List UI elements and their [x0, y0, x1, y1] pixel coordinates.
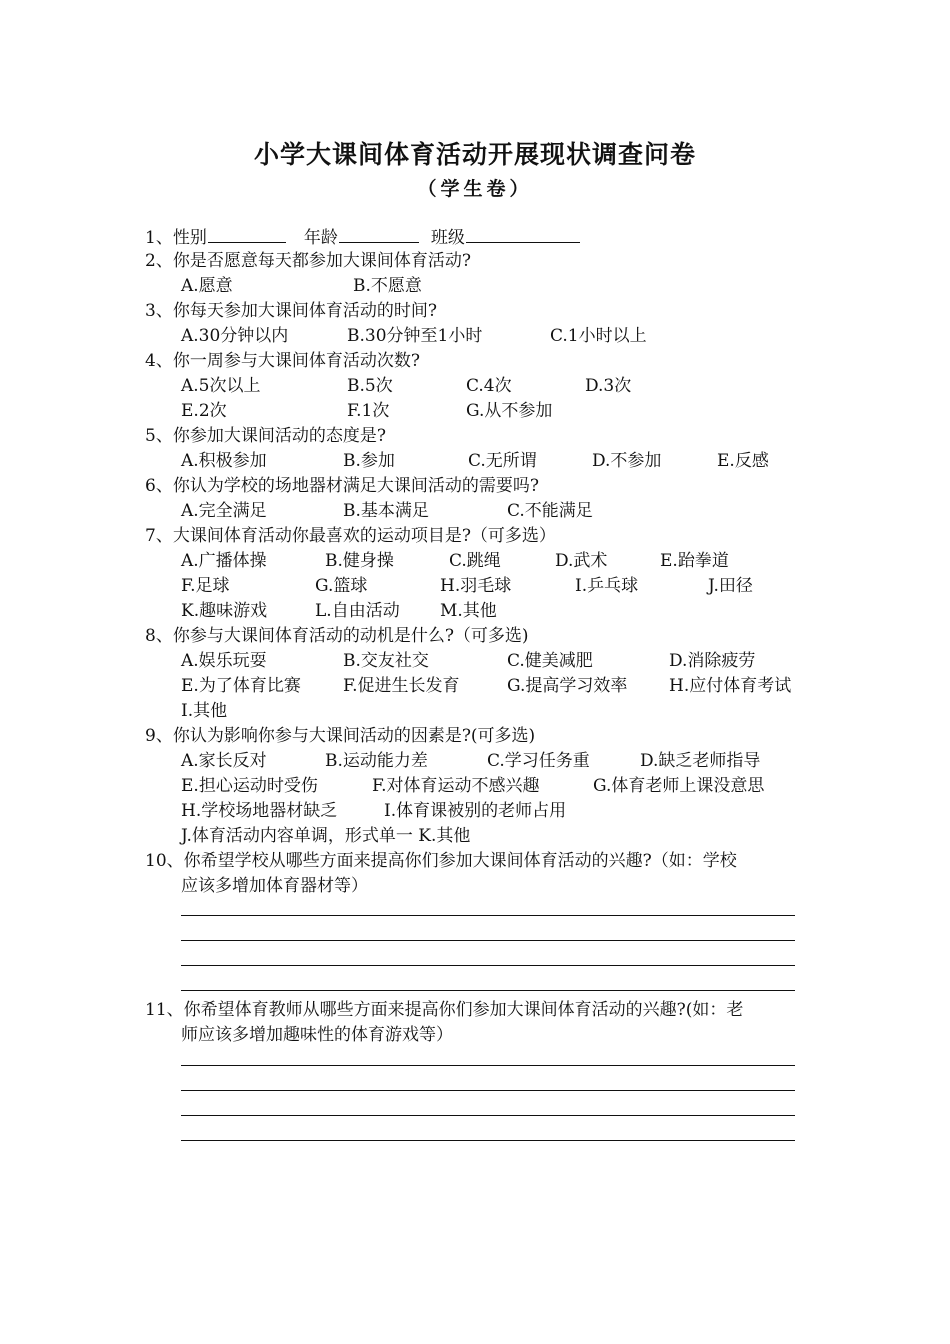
q7-option-h[interactable]: H.羽毛球	[440, 576, 512, 596]
q2-option-b[interactable]: B.不愿意	[353, 276, 422, 296]
question-8: 8、你参与大课间体育活动的动机是什么?（可多选)	[145, 626, 529, 646]
q9-option-a[interactable]: A.家长反对	[181, 751, 267, 771]
question-6: 6、你认为学校的场地器材满足大课间活动的需要吗?	[145, 476, 539, 496]
q7-option-i[interactable]: I.乒乓球	[575, 576, 639, 596]
q5-option-c[interactable]: C.无所谓	[468, 451, 537, 471]
q7-option-d[interactable]: D.武术	[555, 551, 608, 571]
q9-option-c[interactable]: C.学习任务重	[487, 751, 590, 771]
q5-option-a[interactable]: A.积极参加	[181, 451, 267, 471]
q10-answer-line-2[interactable]	[181, 940, 795, 941]
class-label: 班级	[430, 228, 465, 248]
q7-option-e[interactable]: E.跆拳道	[660, 551, 729, 571]
q4-option-c[interactable]: C.4次	[466, 376, 512, 396]
question-3: 3、你每天参加大课间体育活动的时间?	[145, 301, 437, 321]
question-4: 4、你一周参与大课间体育活动次数?	[145, 351, 420, 371]
q11-answer-line-3[interactable]	[181, 1115, 795, 1116]
q8-option-e[interactable]: E.为了体育比赛	[181, 676, 301, 696]
q9-option-d[interactable]: D.缺乏老师指导	[640, 751, 761, 771]
q7-option-j[interactable]: J.田径	[708, 576, 753, 596]
q9-option-jk[interactable]: J.体育活动内容单调，形式单一 K.其他	[181, 826, 471, 846]
q4-option-g[interactable]: G.从不参加	[466, 401, 553, 421]
q8-option-a[interactable]: A.娱乐玩耍	[181, 651, 267, 671]
q8-option-i[interactable]: I.其他	[181, 701, 228, 721]
q5-option-b[interactable]: B.参加	[343, 451, 395, 471]
gender-field[interactable]	[208, 224, 286, 243]
q5-option-d[interactable]: D.不参加	[592, 451, 662, 471]
q7-option-c[interactable]: C.跳绳	[449, 551, 501, 571]
q3-option-c[interactable]: C.1小时以上	[550, 326, 647, 346]
q8-option-f[interactable]: F.促进生长发育	[343, 676, 460, 696]
age-field[interactable]	[339, 224, 419, 243]
question-9: 9、你认为影响你参与大课间活动的因素是?(可多选)	[145, 726, 536, 746]
q7-option-f[interactable]: F.足球	[181, 576, 230, 596]
q10-answer-line-4[interactable]	[181, 990, 795, 991]
question-2: 2、你是否愿意每天都参加大课间体育活动?	[145, 251, 471, 271]
question-10-continued: 应该多增加体育器材等）	[181, 876, 368, 896]
q10-answer-line-3[interactable]	[181, 965, 795, 966]
q3-option-b[interactable]: B.30分钟至1小时	[347, 326, 483, 346]
question-1	[145, 224, 580, 249]
q10-answer-line-1[interactable]	[181, 915, 795, 916]
q6-option-c[interactable]: C.不能满足	[507, 501, 593, 521]
q7-option-g[interactable]: G.篮球	[315, 576, 368, 596]
q3-option-a[interactable]: A.30分钟以内	[181, 326, 289, 346]
q11-answer-line-4[interactable]	[181, 1140, 795, 1141]
q8-option-g[interactable]: G.提高学习效率	[507, 676, 628, 696]
q8-option-d[interactable]: D.消除疲劳	[669, 651, 756, 671]
age-label: 年龄	[303, 228, 338, 248]
q8-option-c[interactable]: C.健美减肥	[507, 651, 593, 671]
q11-answer-line-1[interactable]	[181, 1065, 795, 1066]
q2-option-a[interactable]: A.愿意	[181, 276, 233, 296]
gender-label: 性别	[172, 228, 207, 248]
q9-option-h[interactable]: H.学校场地器材缺乏	[181, 801, 338, 821]
question-11-continued: 师应该多增加趣味性的体育游戏等）	[181, 1025, 453, 1045]
q9-option-e[interactable]: E.担心运动时受伤	[181, 776, 318, 796]
q5-option-e[interactable]: E.反感	[717, 451, 769, 471]
q9-option-f[interactable]: F.对体育运动不感兴趣	[372, 776, 540, 796]
q8-option-h[interactable]: H.应付体育考试	[669, 676, 792, 696]
q6-option-b[interactable]: B.基本满足	[343, 501, 429, 521]
question-10: 10、你希望学校从哪些方面来提高你们参加大课间体育活动的兴趣?（如：学校	[145, 851, 737, 871]
q4-option-d[interactable]: D.3次	[585, 376, 632, 396]
q7-option-a[interactable]: A.广播体操	[181, 551, 267, 571]
q4-option-a[interactable]: A.5次以上	[181, 376, 261, 396]
q7-option-m[interactable]: M.其他	[440, 601, 497, 621]
q7-option-b[interactable]: B.健身操	[325, 551, 394, 571]
page-title: 小学大课间体育活动开展现状调查问卷	[253, 140, 696, 169]
q4-option-e[interactable]: E.2次	[181, 401, 227, 421]
question-11: 11、你希望体育教师从哪些方面来提高你们参加大课间体育活动的兴趣?(如：老	[145, 1000, 744, 1020]
q9-option-b[interactable]: B.运动能力差	[325, 751, 428, 771]
q4-option-f[interactable]: F.1次	[347, 401, 390, 421]
q6-option-a[interactable]: A.完全满足	[181, 501, 267, 521]
q8-option-b[interactable]: B.交友社交	[343, 651, 429, 671]
q11-answer-line-2[interactable]	[181, 1090, 795, 1091]
q4-option-b[interactable]: B.5次	[347, 376, 393, 396]
q7-option-k[interactable]: K.趣味游戏	[181, 601, 268, 621]
question-1-number: 1、	[145, 228, 173, 248]
q7-option-l[interactable]: L.自由活动	[315, 601, 400, 621]
q9-option-i[interactable]: I.体育课被别的老师占用	[384, 801, 567, 821]
question-5: 5、你参加大课间活动的态度是?	[145, 426, 386, 446]
class-field[interactable]	[466, 224, 580, 243]
question-7: 7、大课间体育活动你最喜欢的运动项目是?（可多选）	[145, 526, 556, 546]
q9-option-g[interactable]: G.体育老师上课没意思	[593, 776, 765, 796]
page-subtitle: （学生卷）	[417, 178, 533, 200]
